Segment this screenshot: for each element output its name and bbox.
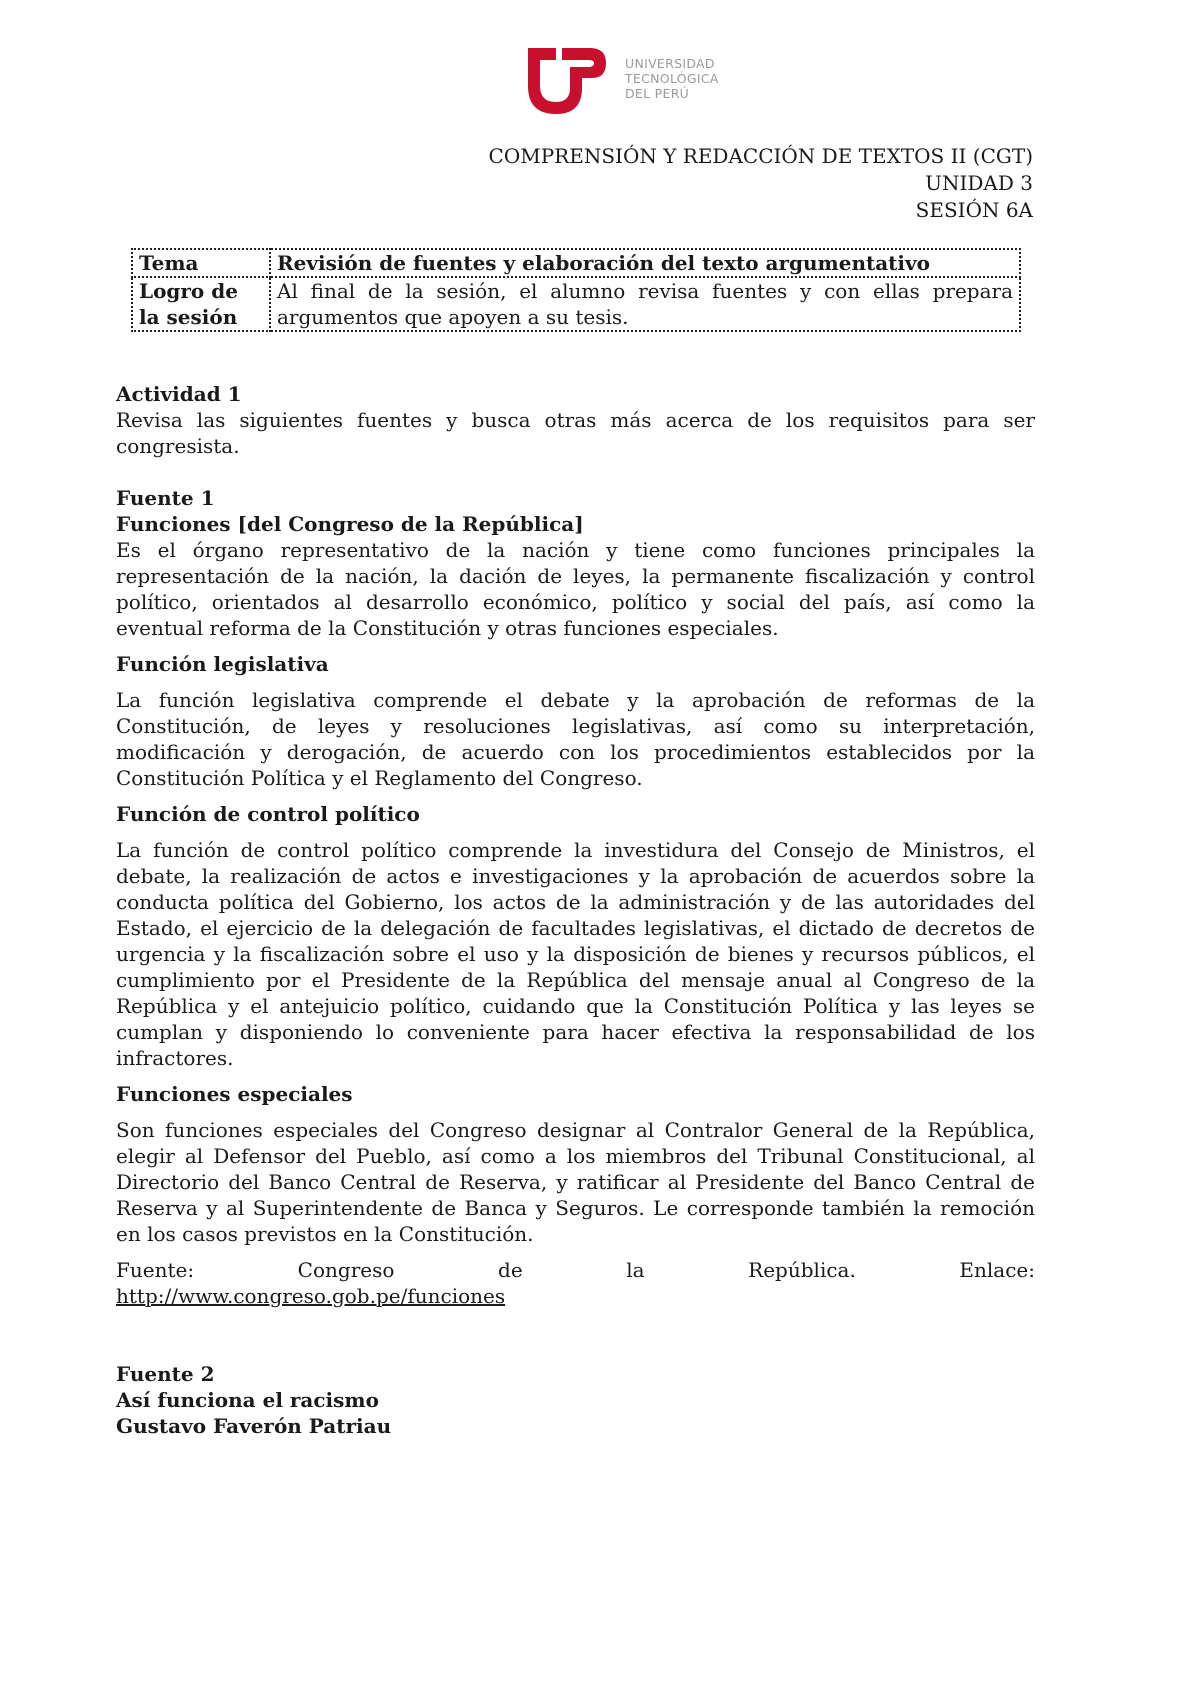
session-topic-table (131, 248, 1021, 332)
special-functions-text: Son funciones especiales del Congreso designar al Contralor General de la República, elegir al Defensor del Pueblo, así como a los miembros del Tribunal Constitucional, al Directorio del Banco Central de Reserva, y ratificar al Presidente del Banco Central de Reserva y al Superintendente de Banca y Seguros. Le corresponde también la remoción en los casos previstos en la Constitución. (116, 1118, 1035, 1246)
topic-value: Revisión de fuentes y elaboración del texto argumentativo (270, 249, 1020, 277)
activity-instructions: Revisa las siguientes fuentes y busca otras más acerca de los requisitos para ser congresista. (116, 408, 1035, 458)
source-1-intro: Es el órgano representativo de la nación y tiene como funciones principales la representación de la nación, la dación de leyes, la permanente fiscalización y control político, orientados al desarrollo económico, político y social del país, así como la eventual reforma de la Constitución y otras funciones especiales. (116, 538, 1035, 640)
activity-title: Actividad 1 (116, 382, 242, 406)
course-title: COMPRENSIÓN Y REDACCIÓN DE TEXTOS II (CGT) (488, 144, 1033, 168)
document-body (116, 381, 1035, 1439)
utp-logo-mark (522, 42, 608, 118)
logo-line-1: UNIVERSIDAD (625, 56, 715, 71)
utp-logo (522, 42, 732, 118)
goal-label: Logro de la sesión (132, 277, 270, 331)
goal-row (132, 277, 1020, 331)
source-1-label: Fuente 1 (116, 486, 215, 510)
source-2-label: Fuente 2 (116, 1362, 215, 1386)
utp-logo-text (625, 56, 719, 101)
control-function-text: La función de control político comprende la investidura del Consejo de Ministros, el debate, la realización de actos e investigaciones y la aprobación de acuerdos sobre la conducta política del Gobierno, los actos de la administración y de las autoridades del Estado, el ejercicio de la delegación de facultades legislativas, el dictado de decretos de urgencia y la fiscalización sobre el uso y la disposición de bienes y recursos públicos, el cumplimiento por el Presidente de la República del mensaje anual al Congreso de la República y el antejuicio político, cuidando que la Constitución Política y las leyes se cumplan y disponiendo lo conveniente para hacer efectiva la responsabilidad de los infractores. (116, 838, 1035, 1070)
source-2-title: Así funciona el racismo (116, 1388, 379, 1412)
goal-value: Al final de la sesión, el alumno revisa fuentes y con ellas prepara argumentos que apoyen a su tesis. (270, 277, 1020, 331)
topic-label: Tema (132, 249, 270, 277)
source-2-author: Gustavo Faverón Patriau (116, 1414, 392, 1438)
control-function-title: Función de control político (116, 802, 420, 826)
legislative-function-text: La función legislativa comprende el debate y la aprobación de reformas de la Constitución, de leyes y resoluciones legislativas, así como su interpretación, modificación y derogación, de acuerdo con los procedimientos establecidos por la Constitución Política y el Reglamento del Congreso. (116, 688, 1035, 790)
logo-line-2: TECNOLÓGICA (625, 71, 719, 86)
topic-row (132, 249, 1020, 277)
document-header (489, 143, 1033, 224)
logo-line-3: DEL PERÚ (625, 86, 690, 101)
source-1-link[interactable]: http://www.congreso.gob.pe/funciones (116, 1284, 506, 1308)
unit-label: UNIDAD 3 (925, 171, 1033, 195)
session-label: SESIÓN 6A (915, 198, 1033, 222)
legislative-function-title: Función legislativa (116, 652, 329, 676)
source-1-citation: Fuente: Congreso de la República. Enlace: (116, 1258, 1035, 1282)
source-1-title: Funciones [del Congreso de la República] (116, 512, 584, 536)
special-functions-title: Funciones especiales (116, 1082, 353, 1106)
